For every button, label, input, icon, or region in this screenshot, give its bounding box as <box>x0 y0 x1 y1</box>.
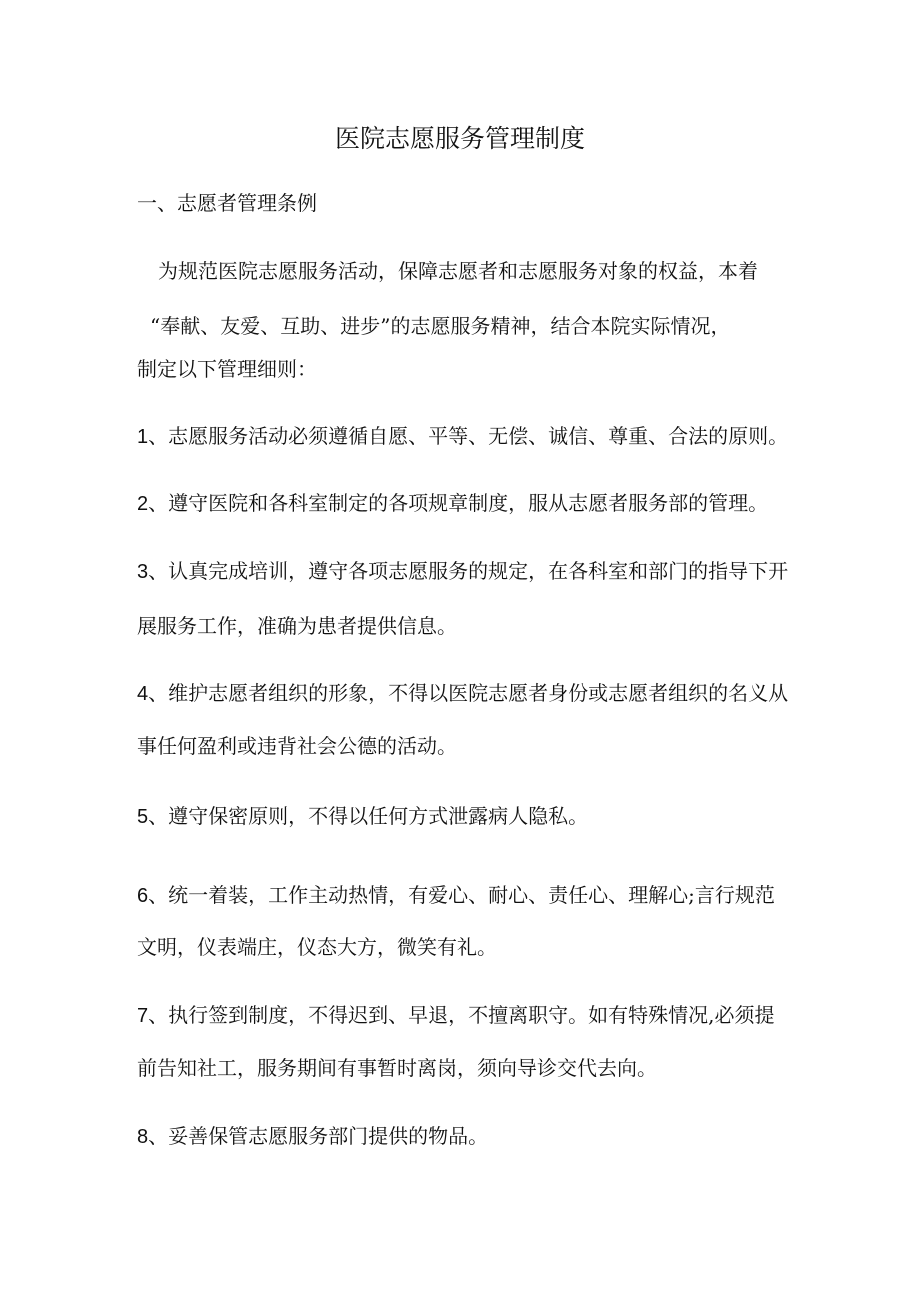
item-number: 6 <box>137 885 149 907</box>
list-item-3 <box>137 559 788 584</box>
item-number: 1 <box>137 426 149 448</box>
item-number: 3 <box>137 561 149 583</box>
item-number: 7 <box>137 1005 149 1027</box>
item-number: 5 <box>137 806 149 828</box>
item-text: 、遵守保密原则，不得以任何方式泄露病人隐私。 <box>148 804 589 828</box>
item-text: 、执行签到制度，不得迟到、早退，不擅离职守。如有特殊情况,必须提 <box>148 1003 775 1027</box>
list-item-6 <box>137 883 775 908</box>
item-number: 2 <box>137 493 149 515</box>
list-item-8 <box>137 1124 488 1149</box>
list-item-4 <box>137 681 788 706</box>
list-item-1 <box>137 424 788 449</box>
list-item-7 <box>137 1003 774 1028</box>
item-number: 8 <box>137 1126 149 1148</box>
intro-line: 为规范医院志愿服务活动，保障志愿者和志愿服务对象的权益，本着 <box>158 259 758 283</box>
list-item-7-cont: 前告知社工，服务期间有事暂时离岗，须向导诊交代去向。 <box>137 1056 657 1080</box>
item-text: 、志愿服务活动必须遵循自愿、平等、无偿、诚信、尊重、合法的原则。 <box>148 424 789 448</box>
list-item-6-cont: 文明，仪表端庄，仪态大方，微笑有礼。 <box>137 935 497 959</box>
item-number: 4 <box>137 683 149 705</box>
list-item-5 <box>137 804 588 829</box>
intro-line: “奉献、友爱、互助、进步”的志愿服务精神，结合本院实际情况， <box>150 314 731 338</box>
list-item-3-cont: 展服务工作，准确为患者提供信息。 <box>137 614 457 638</box>
item-text: 、认真完成培训，遵守各项志愿服务的规定，在各科室和部门的指导下开 <box>148 559 789 583</box>
item-text: 、妥善保管志愿服务部门提供的物品。 <box>148 1124 489 1148</box>
item-text: 、遵守医院和各科室制定的各项规章制度，服从志愿者服务部的管理。 <box>148 491 769 515</box>
list-item-4-cont: 事任何盈利或违背社会公德的活动。 <box>137 734 457 758</box>
document-title: 医院志愿服务管理制度 <box>334 124 585 153</box>
intro-line: 制定以下管理细则： <box>137 357 317 381</box>
list-item-2 <box>137 491 768 516</box>
item-text: 、统一着装，工作主动热情，有爱心、耐心、责任心、理解心;言行规范 <box>148 883 775 907</box>
item-text: 、维护志愿者组织的形象，不得以医院志愿者身份或志愿者组织的名义从 <box>148 681 789 705</box>
section-heading: 一、志愿者管理条例 <box>137 191 317 215</box>
